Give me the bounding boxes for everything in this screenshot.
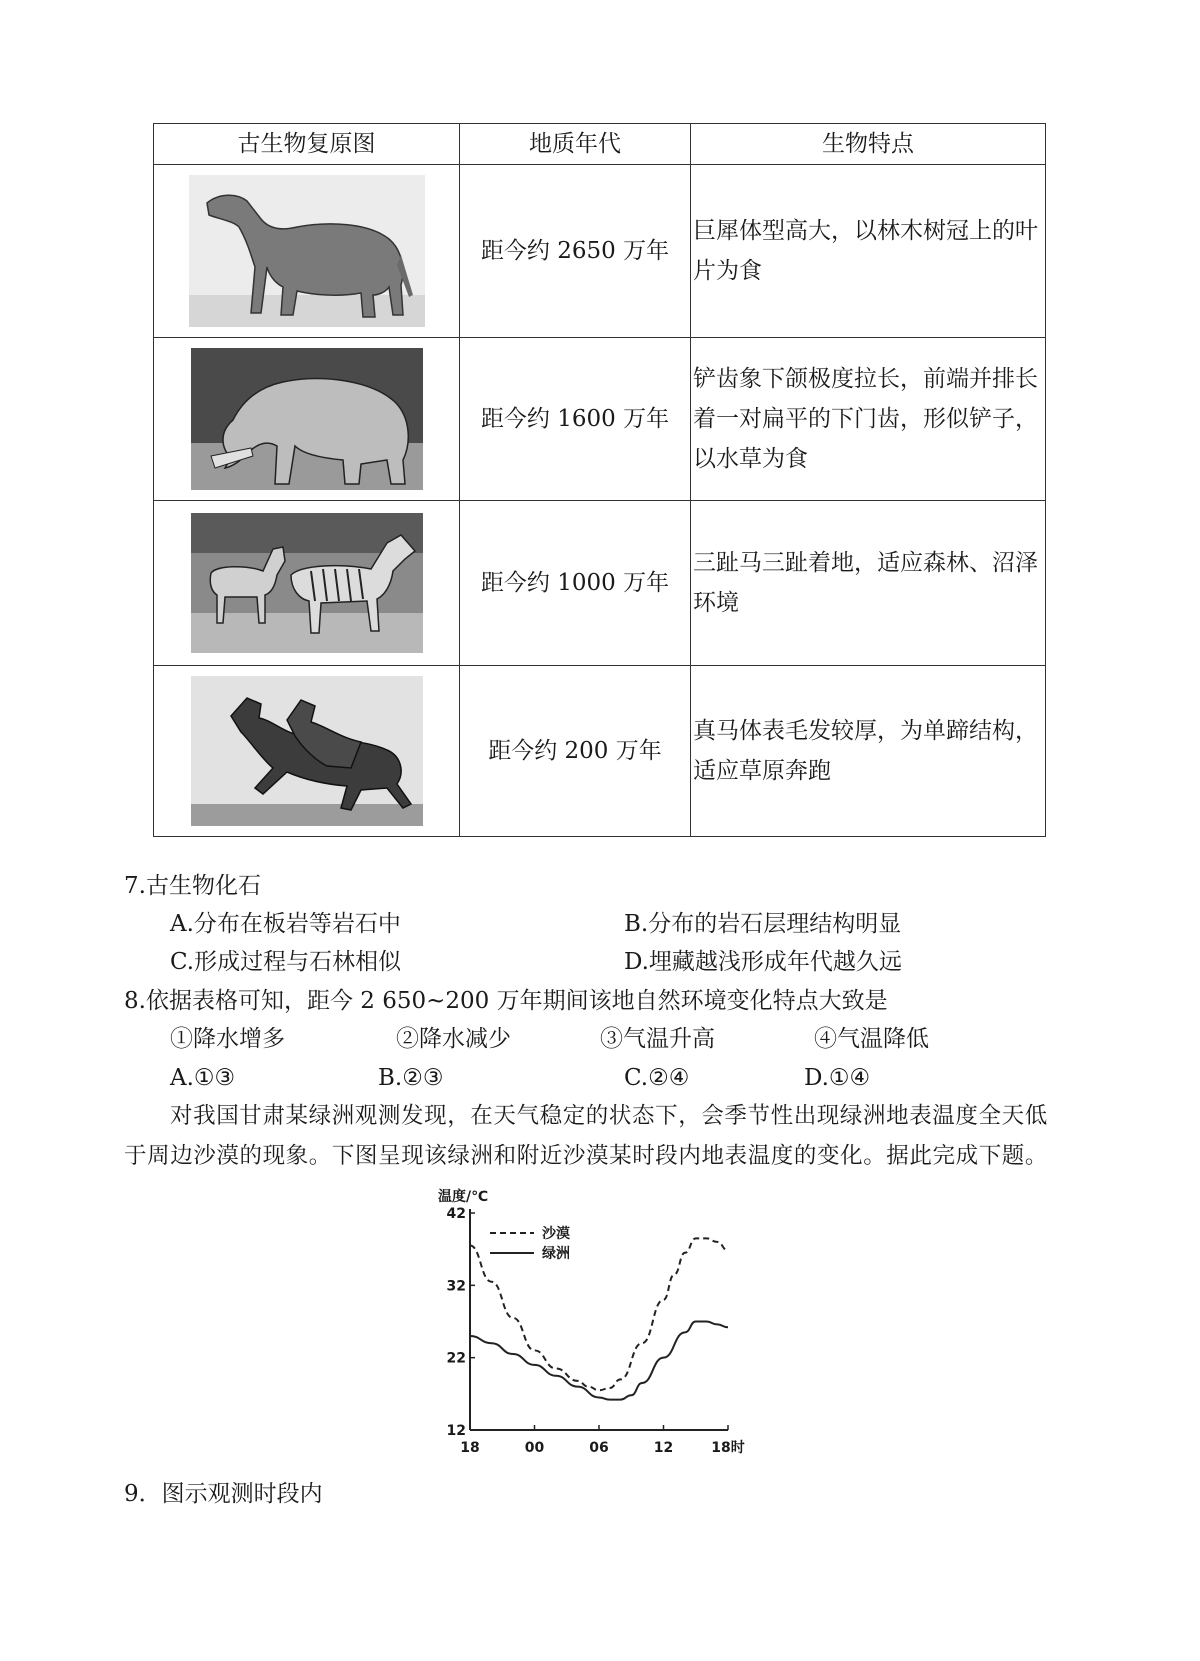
- option-b: B.分布的岩石层理结构明显: [624, 911, 902, 937]
- feature-cell: 真马体表毛发较厚，为单蹄结构，适应草原奔跑: [691, 666, 1046, 837]
- statement-4: ④气温降低: [814, 1026, 929, 1052]
- temperature-chart: [430, 1185, 760, 1460]
- table-header-row: [154, 124, 1046, 165]
- header-geologic-age: 地质年代: [460, 124, 691, 165]
- option-a: A.①③: [170, 1065, 236, 1091]
- option-d: D.埋藏越浅形成年代越久远: [624, 949, 902, 975]
- option-a: A.分布在板岩等岩石中: [170, 911, 401, 937]
- passage-line-1: 对我国甘肃某绿洲观测发现，在天气稳定的状态下，会季节性出现绿洲地表温度全天低: [170, 1103, 1048, 1129]
- option-b: B.②③: [378, 1065, 444, 1091]
- x-tick-label: 18时: [711, 1440, 745, 1456]
- image-cell: [154, 501, 460, 666]
- image-cell: [154, 338, 460, 501]
- feature-cell: 铲齿象下颌极度拉长，前端并排长着一对扁平的下门齿，形似铲子，以水草为食: [691, 338, 1046, 501]
- header-reconstruction: 古生物复原图: [154, 124, 460, 165]
- desert-series-line: [470, 1238, 728, 1390]
- x-tick-label: 06: [589, 1440, 609, 1456]
- header-features: 生物特点: [691, 124, 1046, 165]
- oasis-series-line: [470, 1322, 728, 1400]
- feature-cell: 巨犀体型高大，以林木树冠上的叶片为食: [691, 165, 1046, 338]
- y-tick-label: 22: [446, 1350, 466, 1367]
- option-d: D.①④: [804, 1065, 871, 1091]
- option-c: C.形成过程与石林相似: [170, 949, 402, 975]
- legend-label: 绿洲: [542, 1246, 570, 1262]
- giant-rhino-illustration: [189, 175, 425, 327]
- age-cell: 距今约 1600 万年: [460, 338, 691, 501]
- question-9-stem: 9．图示观测时段内: [124, 1481, 323, 1507]
- question-8-stem: 8.依据表格可知，距今 2 650~200 万年期间该地自然环境变化特点大致是: [124, 988, 888, 1014]
- table-row: [154, 338, 1046, 501]
- y-tick-label: 42: [446, 1206, 466, 1222]
- hipparion-illustration: [191, 513, 423, 653]
- true-horse-illustration: [191, 676, 423, 826]
- legend-label: 沙漠: [542, 1226, 570, 1242]
- statement-2: ②降水减少: [396, 1026, 511, 1052]
- feature-cell: 三趾马三趾着地，适应森林、沼泽环境: [691, 501, 1046, 666]
- statement-3: ③气温升高: [600, 1026, 715, 1052]
- age-cell: 距今约 1000 万年: [460, 501, 691, 666]
- passage-line-2: 于周边沙漠的现象。下图呈现该绿洲和附近沙漠某时段内地表温度的变化。据此完成下题。: [124, 1143, 1049, 1169]
- table-row: [154, 165, 1046, 338]
- age-cell: 距今约 2650 万年: [460, 165, 691, 338]
- x-tick-label: 00: [524, 1440, 545, 1456]
- statement-1: ①降水增多: [170, 1026, 285, 1052]
- question-7-stem: 7.古生物化石: [124, 873, 261, 899]
- fossil-table: [153, 123, 1046, 837]
- y-tick-label: 12: [446, 1423, 466, 1439]
- table-row: [154, 501, 1046, 666]
- table-row: [154, 666, 1046, 837]
- y-axis-label: 温度/℃: [438, 1189, 489, 1205]
- y-tick-label: 32: [446, 1278, 466, 1295]
- x-tick-label: 12: [653, 1440, 674, 1456]
- shovel-tusker-illustration: [191, 348, 423, 490]
- image-cell: [154, 165, 460, 338]
- age-cell: 距今约 200 万年: [460, 666, 691, 837]
- option-c: C.②④: [624, 1065, 690, 1091]
- image-cell: [154, 666, 460, 837]
- x-tick-label: 18: [460, 1440, 480, 1456]
